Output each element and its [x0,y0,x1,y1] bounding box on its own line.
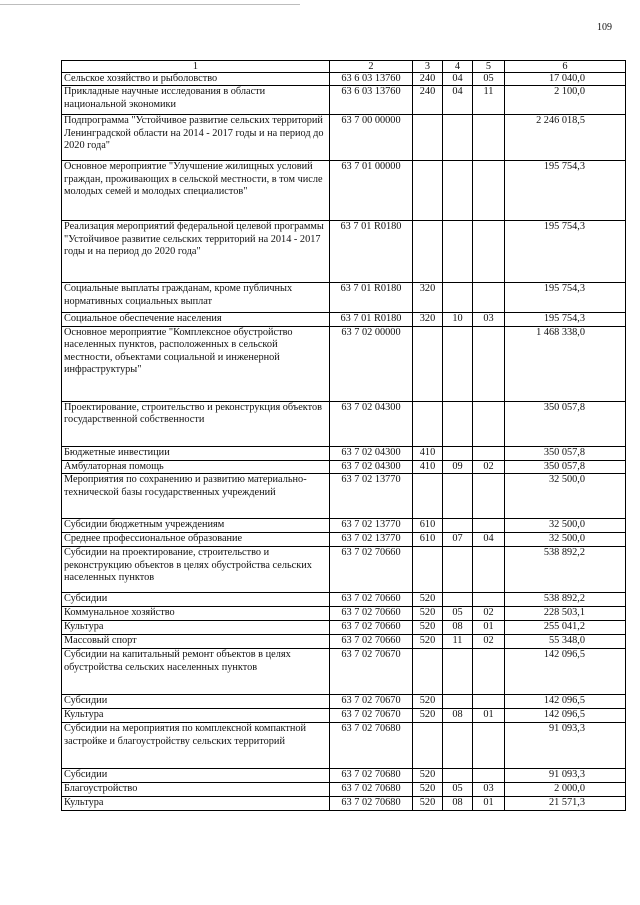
row-vr-cell: 520 [413,695,443,709]
row-pr-cell [473,115,505,161]
row-rz-cell: 05 [443,783,473,797]
table-row [62,621,626,635]
row-vr-cell: 610 [413,533,443,547]
row-code-cell: 63 7 02 70670 [330,695,413,709]
row-vr-cell [413,221,443,283]
table-row [62,695,626,709]
row-rz-cell: 08 [443,797,473,811]
top-rule [0,4,300,5]
row-amount-cell: 2 000,0 [505,783,626,797]
row-amount-cell: 350 057,8 [505,460,626,473]
row-name-cell: Основное мероприятие "Комплексное обустройство населенных пунктов, расположенных в сельской местности, объектами социальной и инженерной инфраструктуры" [62,326,330,401]
row-amount-cell: 538 892,2 [505,547,626,593]
row-pr-cell [473,695,505,709]
row-code-cell: 63 7 02 70670 [330,709,413,723]
row-pr-cell [473,649,505,695]
row-rz-cell: 05 [443,607,473,621]
table-row [62,649,626,695]
table-row [62,313,626,326]
row-name-cell: Субсидии на проектирование, строительство и реконструкцию объектов в целях обустройства сельских населенных пунктов [62,547,330,593]
row-rz-cell [443,283,473,313]
row-code-cell: 63 6 03 13760 [330,73,413,86]
row-amount-cell: 32 500,0 [505,533,626,547]
row-vr-cell: 520 [413,607,443,621]
table-row [62,161,626,221]
row-rz-cell: 11 [443,635,473,649]
row-name-cell: Культура [62,709,330,723]
table-body [62,73,626,811]
row-code-cell: 63 7 01 R0180 [330,221,413,283]
row-name-cell: Сельское хозяйство и рыболовство [62,73,330,86]
row-name-cell: Благоустройство [62,783,330,797]
row-name-cell: Культура [62,621,330,635]
row-vr-cell: 520 [413,621,443,635]
row-name-cell: Проектирование, строительство и реконструкция объектов государственной собственности [62,401,330,446]
header-row [62,61,626,73]
row-amount-cell: 350 057,8 [505,401,626,446]
row-code-cell: 63 7 02 70660 [330,593,413,607]
row-pr-cell: 11 [473,86,505,115]
row-pr-cell [473,547,505,593]
row-amount-cell: 195 754,3 [505,313,626,326]
row-vr-cell: 520 [413,769,443,783]
table-row [62,519,626,533]
row-vr-cell: 520 [413,783,443,797]
row-rz-cell [443,723,473,769]
table-row [62,547,626,593]
row-code-cell: 63 7 02 70680 [330,769,413,783]
row-name-cell: Субсидии на мероприятия по комплексной компактной застройке и благоустройству сельских территорий [62,723,330,769]
row-amount-cell: 55 348,0 [505,635,626,649]
row-name-cell: Субсидии [62,593,330,607]
row-code-cell: 63 6 03 13760 [330,86,413,115]
table-row [62,115,626,161]
table-row [62,401,626,446]
row-vr-cell: 240 [413,86,443,115]
row-vr-cell [413,547,443,593]
row-pr-cell [473,283,505,313]
table-row [62,769,626,783]
row-pr-cell [473,474,505,519]
row-name-cell: Реализация мероприятий федеральной целевой программы "Устойчивое развитие сельских территорий на 2014 - 2017 годы и на период до 2020 года" [62,221,330,283]
row-vr-cell: 610 [413,519,443,533]
row-vr-cell [413,115,443,161]
row-vr-cell: 320 [413,313,443,326]
row-amount-cell: 142 096,5 [505,695,626,709]
row-code-cell: 63 7 02 13770 [330,474,413,519]
row-vr-cell: 520 [413,797,443,811]
row-name-cell: Амбулаторная помощь [62,460,330,473]
row-code-cell: 63 7 02 70670 [330,649,413,695]
row-rz-cell [443,519,473,533]
row-name-cell: Коммунальное хозяйство [62,607,330,621]
row-vr-cell [413,723,443,769]
row-vr-cell: 410 [413,460,443,473]
row-name-cell: Социальные выплаты гражданам, кроме публичных нормативных социальных выплат [62,283,330,313]
table-row [62,474,626,519]
row-vr-cell [413,401,443,446]
row-pr-cell [473,723,505,769]
row-pr-cell [473,519,505,533]
row-amount-cell: 195 754,3 [505,283,626,313]
row-rz-cell: 09 [443,460,473,473]
row-code-cell: 63 7 02 04300 [330,446,413,460]
row-rz-cell [443,115,473,161]
row-code-cell: 63 7 00 00000 [330,115,413,161]
table-row [62,709,626,723]
row-rz-cell [443,649,473,695]
table-row [62,635,626,649]
row-vr-cell [413,161,443,221]
table-row [62,86,626,115]
row-vr-cell: 410 [413,446,443,460]
row-name-cell: Среднее профессиональное образование [62,533,330,547]
row-code-cell: 63 7 02 70680 [330,797,413,811]
row-name-cell: Массовый спорт [62,635,330,649]
row-vr-cell: 520 [413,709,443,723]
row-pr-cell: 03 [473,313,505,326]
row-pr-cell [473,326,505,401]
row-name-cell: Бюджетные инвестиции [62,446,330,460]
row-rz-cell: 08 [443,621,473,635]
row-amount-cell: 142 096,5 [505,649,626,695]
row-amount-cell: 255 041,2 [505,621,626,635]
row-name-cell: Мероприятия по сохранению и развитию материально-технической базы государственных учреждений [62,474,330,519]
row-vr-cell [413,326,443,401]
row-rz-cell [443,547,473,593]
row-code-cell: 63 7 02 70660 [330,635,413,649]
table-row [62,593,626,607]
header-cell: 1 [62,61,330,73]
row-name-cell: Субсидии [62,769,330,783]
table-row [62,221,626,283]
row-rz-cell: 08 [443,709,473,723]
row-rz-cell [443,446,473,460]
row-rz-cell [443,326,473,401]
row-rz-cell: 10 [443,313,473,326]
row-pr-cell [473,401,505,446]
row-rz-cell [443,593,473,607]
row-name-cell: Культура [62,797,330,811]
row-code-cell: 63 7 02 04300 [330,401,413,446]
row-pr-cell [473,593,505,607]
table-row [62,797,626,811]
row-code-cell: 63 7 01 R0180 [330,283,413,313]
row-pr-cell: 03 [473,783,505,797]
row-rz-cell [443,221,473,283]
row-name-cell: Основное мероприятие "Улучшение жилищных условий граждан, проживающих в сельской местности, в том числе молодых семей и молодых специалистов" [62,161,330,221]
row-amount-cell: 195 754,3 [505,161,626,221]
row-pr-cell: 01 [473,621,505,635]
row-amount-cell: 350 057,8 [505,446,626,460]
row-amount-cell: 32 500,0 [505,519,626,533]
page-number: 109 [597,22,612,33]
row-rz-cell [443,161,473,221]
row-rz-cell [443,695,473,709]
row-name-cell: Субсидии бюджетным учреждениям [62,519,330,533]
row-vr-cell: 520 [413,593,443,607]
header-cell: 5 [473,61,505,73]
row-code-cell: 63 7 02 70680 [330,783,413,797]
header-cell: 2 [330,61,413,73]
row-name-cell: Прикладные научные исследования в области национальной экономики [62,86,330,115]
table-row [62,326,626,401]
row-amount-cell: 228 503,1 [505,607,626,621]
row-amount-cell: 538 892,2 [505,593,626,607]
table-row [62,73,626,86]
row-code-cell: 63 7 02 13770 [330,519,413,533]
header-cell: 6 [505,61,626,73]
row-pr-cell [473,221,505,283]
table-row [62,533,626,547]
row-rz-cell: 04 [443,86,473,115]
row-amount-cell: 21 571,3 [505,797,626,811]
row-pr-cell: 04 [473,533,505,547]
row-code-cell: 63 7 02 70660 [330,547,413,593]
row-code-cell: 63 7 01 00000 [330,161,413,221]
row-amount-cell: 195 754,3 [505,221,626,283]
row-amount-cell: 91 093,3 [505,769,626,783]
row-pr-cell: 02 [473,460,505,473]
row-amount-cell: 142 096,5 [505,709,626,723]
row-amount-cell: 1 468 338,0 [505,326,626,401]
row-pr-cell: 05 [473,73,505,86]
header-cell: 4 [443,61,473,73]
table-row [62,446,626,460]
row-rz-cell: 07 [443,533,473,547]
row-code-cell: 63 7 02 04300 [330,460,413,473]
row-name-cell: Субсидии [62,695,330,709]
row-amount-cell: 32 500,0 [505,474,626,519]
row-pr-cell: 01 [473,797,505,811]
table-row [62,783,626,797]
row-pr-cell [473,446,505,460]
row-code-cell: 63 7 02 00000 [330,326,413,401]
row-code-cell: 63 7 02 70680 [330,723,413,769]
row-pr-cell: 02 [473,635,505,649]
row-amount-cell: 2 100,0 [505,86,626,115]
row-code-cell: 63 7 01 R0180 [330,313,413,326]
table-row [62,607,626,621]
row-vr-cell: 240 [413,73,443,86]
row-vr-cell: 320 [413,283,443,313]
row-code-cell: 63 7 02 13770 [330,533,413,547]
header-cell: 3 [413,61,443,73]
row-name-cell: Субсидии на капитальный ремонт объектов в целях обустройства сельских населенных пунктов [62,649,330,695]
row-pr-cell: 01 [473,709,505,723]
row-vr-cell [413,649,443,695]
row-rz-cell [443,769,473,783]
row-amount-cell: 17 040,0 [505,73,626,86]
table-row [62,283,626,313]
row-code-cell: 63 7 02 70660 [330,621,413,635]
row-rz-cell [443,401,473,446]
budget-table [61,60,626,811]
row-rz-cell [443,474,473,519]
table-row [62,723,626,769]
row-name-cell: Социальное обеспечение населения [62,313,330,326]
row-amount-cell: 2 246 018,5 [505,115,626,161]
row-name-cell: Подпрограмма "Устойчивое развитие сельских территорий Ленинградской области на 2014 - 2017 годы и на период до 2020 года" [62,115,330,161]
row-rz-cell: 04 [443,73,473,86]
row-pr-cell: 02 [473,607,505,621]
row-amount-cell: 91 093,3 [505,723,626,769]
row-vr-cell [413,474,443,519]
row-code-cell: 63 7 02 70660 [330,607,413,621]
row-vr-cell: 520 [413,635,443,649]
row-pr-cell [473,161,505,221]
row-pr-cell [473,769,505,783]
table-row [62,460,626,473]
